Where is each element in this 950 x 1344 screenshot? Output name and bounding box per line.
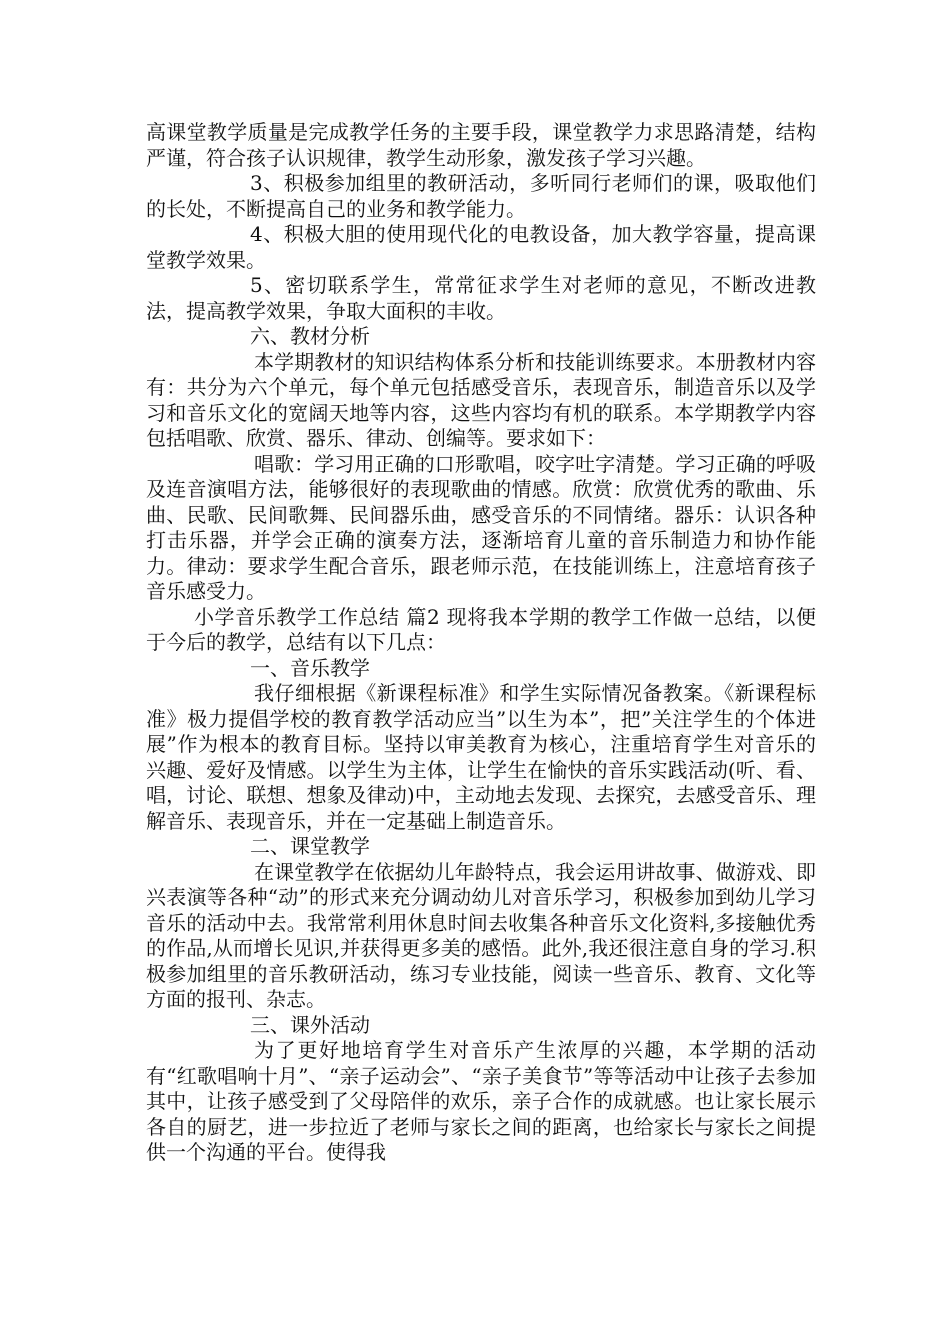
paragraph: 在课堂教学在依据幼儿年龄特点，我会运用讲故事、做游戏、即兴表演等各种“动”的形式来充分调动幼儿对音乐学习，积极参加到幼儿学习音乐的活动中去。我常常利用休息时间去收集各种音乐文化资料,多接触优秀的作品,从而增长见识,并获得更多美的感悟。此外,我还很注意自身的学习.积极参加组里的音乐教研活动，练习专业技能，阅读一些音乐、教育、文化等方面的报刊、杂志。 bbox=[146, 859, 816, 1011]
section-heading: 一、音乐教学 bbox=[250, 655, 370, 680]
paragraph-item-3: 3、积极参加组里的教研活动，多听同行老师们的课，吸取他们的长处，不断提高自己的业务和教学能力。 bbox=[146, 171, 816, 221]
paragraph: 为了更好地培育学生对音乐产生浓厚的兴趣，本学期的活动有“红歌唱响十月”、“亲子运动会”、“亲子美食节”等等活动中让孩子去参加其中，让孩子感受到了父母陪伴的欢乐，亲子合作的成就感。也让家长展示各自的厨艺，进一步拉近了老师与家长之间的距离，也给家长与家长之间提供一个沟通的平台。使得我 bbox=[146, 1038, 816, 1164]
section-heading: 二、课堂教学 bbox=[250, 834, 370, 858]
article-title-paragraph: 小学音乐教学工作总结 篇2 现将我本学期的教学工作做一总结，以便于今后的教学，总结有以下几点： bbox=[146, 604, 816, 654]
paragraph: 唱歌：学习用正确的口形歌唱，咬字吐字清楚。学习正确的呼吸及连音演唱方法，能够很好的表现歌曲的情感。欣赏：欣赏优秀的歌曲、乐曲、民歌、民间歌舞、民间器乐曲，感受音乐的不同情绪。器乐：认识各种打击乐器，并学会正确的演奏方法，逐渐培育儿童的音乐制造力和协作能力。律动：要求学生配合音乐，跟老师示范，在技能训练上，注意培育孩子音乐感受力。 bbox=[146, 451, 816, 603]
paragraph: 我仔细根据《新课程标准》和学生实际情况备教案。《新课程标准》极力提倡学校的教育教学活动应当”以生为本”，把”关注学生的个体进展”作为根本的教育目标。坚持以审美教育为核心，注重培育学生对音乐的兴趣、爱好及情感。以学生为主体，让学生在愉快的音乐实践活动(听、看、唱，讨论、联想、想象及律动)中，主动地去发现、去探究，去感受音乐、理解音乐、表现音乐，并在一定基础上制造音乐。 bbox=[146, 681, 816, 833]
document-body bbox=[146, 120, 816, 1166]
paragraph-item-4: 4、积极大胆的使用现代化的电教设备，加大教学容量，提高课堂教学效果。 bbox=[146, 222, 816, 272]
paragraph-item-5: 5、密切联系学生，常常征求学生对老师的意见，不断改进教法，提高教学效果，争取大面积的丰收。 bbox=[146, 273, 816, 323]
section-heading: 三、课外活动 bbox=[250, 1012, 370, 1037]
paragraph: 高课堂教学质量是完成教学任务的主要手段，课堂教学力求思路清楚，结构严谨，符合孩子认识规律，教学生动形象，激发孩子学习兴趣。 bbox=[146, 120, 816, 170]
paragraph: 本学期教材的知识结构体系分析和技能训练要求。本册教材内容有：共分为六个单元，每个单元包括感受音乐，表现音乐，制造音乐以及学习和音乐文化的宽阔天地等内容，这些内容均有机的联系。本学期教学内容包括唱歌、欣赏、器乐、律动、创编等。要求如下： bbox=[146, 349, 816, 450]
section-heading: 六、教材分析 bbox=[250, 324, 370, 348]
